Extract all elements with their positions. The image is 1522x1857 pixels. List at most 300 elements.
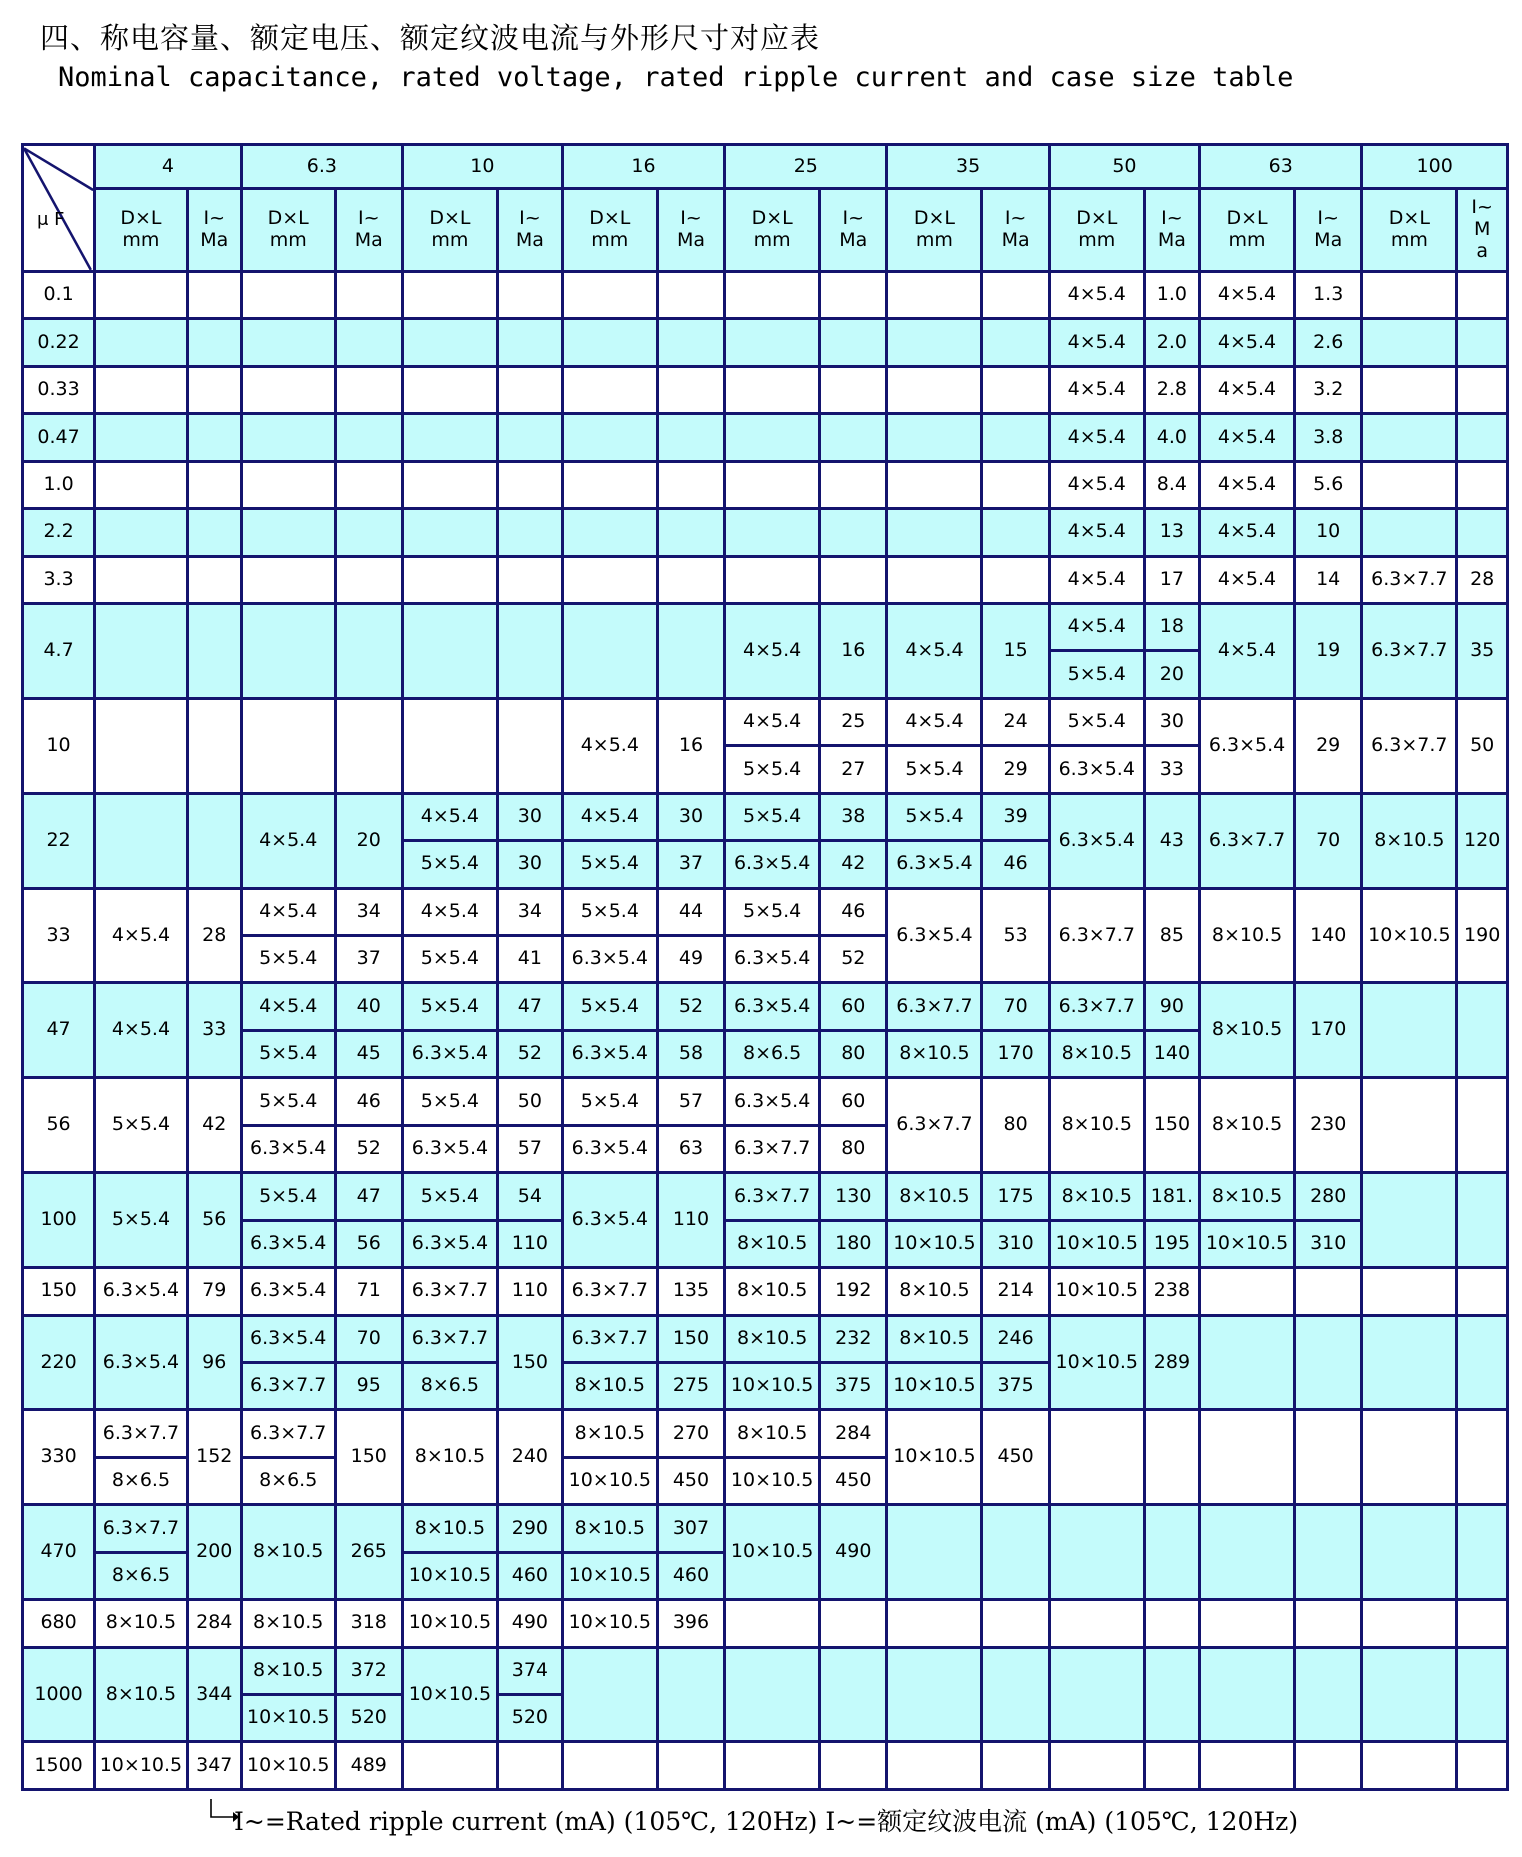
empty-cell — [1144, 1647, 1199, 1742]
ripple-current-cell: 3.2 — [1295, 366, 1362, 413]
empty-cell — [562, 1647, 657, 1742]
empty-cell — [1144, 1600, 1199, 1647]
empty-cell — [241, 414, 335, 461]
empty-cell — [1457, 1173, 1508, 1268]
case-size-cell: 8×10.5 — [562, 1505, 657, 1552]
empty-cell — [1362, 1268, 1457, 1315]
ripple-current-cell: 56 — [187, 1173, 241, 1268]
ripple-current-cell: 44 — [657, 888, 724, 935]
page-title-english: Nominal capacitance, rated voltage, rated ripple current and case size table — [58, 62, 1294, 93]
case-size-cell: 8×10.5 — [95, 1600, 188, 1647]
case-size-cell: 4×5.4 — [562, 793, 657, 840]
empty-cell — [820, 461, 887, 508]
empty-cell — [1457, 461, 1508, 508]
case-size-cell: 8×10.5 — [562, 1410, 657, 1457]
empty-cell — [820, 509, 887, 556]
empty-cell — [887, 1600, 982, 1647]
case-size-cell: 10×10.5 — [1200, 1220, 1295, 1267]
case-size-cell: 6.3×7.7 — [887, 1078, 982, 1173]
empty-cell — [1457, 1078, 1508, 1173]
case-size-cell: 6.3×5.4 — [725, 936, 820, 983]
capacitance-cell: 1000 — [23, 1647, 95, 1742]
case-size-cell: 4×5.4 — [725, 698, 820, 745]
ripple-current-cell: 70 — [335, 1315, 402, 1362]
ripple-subheader: I~ Ma — [1144, 188, 1199, 271]
ripple-current-cell: 110 — [657, 1173, 724, 1268]
case-size-cell: 10×10.5 — [562, 1600, 657, 1647]
case-size-cell: 5×5.4 — [241, 1173, 335, 1220]
empty-cell — [657, 556, 724, 603]
ripple-current-cell: 214 — [982, 1268, 1049, 1315]
empty-cell — [402, 366, 497, 413]
voltage-header-63: 63 — [1200, 145, 1362, 189]
ripple-current-cell: 10 — [1295, 509, 1362, 556]
size-subheader: D×L mm — [1049, 188, 1144, 271]
empty-cell — [887, 271, 982, 318]
empty-cell — [335, 698, 402, 793]
empty-cell — [982, 319, 1049, 366]
case-size-cell: 8×10.5 — [1200, 1078, 1295, 1173]
case-size-cell: 5×5.4 — [562, 1078, 657, 1125]
capacitance-cell: 100 — [23, 1173, 95, 1268]
ripple-current-cell: 28 — [1457, 556, 1508, 603]
ripple-current-cell: 35 — [1457, 603, 1508, 698]
size-subheader: D×L mm — [402, 188, 497, 271]
empty-cell — [95, 366, 188, 413]
ripple-current-cell: 195 — [1144, 1220, 1199, 1267]
case-size-cell: 4×5.4 — [887, 603, 982, 698]
case-size-cell: 6.3×7.7 — [562, 1268, 657, 1315]
case-size-cell: 5×5.4 — [887, 793, 982, 840]
ripple-current-cell: 110 — [497, 1220, 562, 1267]
corner-header-cell — [23, 145, 95, 272]
ripple-current-cell: 19 — [1295, 603, 1362, 698]
case-size-cell: 5×5.4 — [95, 1078, 188, 1173]
ripple-current-cell: 80 — [820, 1125, 887, 1172]
case-size-cell: 5×5.4 — [562, 983, 657, 1030]
ripple-current-cell: 13 — [1144, 509, 1199, 556]
case-size-cell: 4×5.4 — [1200, 319, 1295, 366]
ripple-current-cell: 284 — [187, 1600, 241, 1647]
footnote-text: I~=Rated ripple current (mA) (105℃, 120Hz) I~=额定纹波电流 (mA) (105℃, 120Hz) — [234, 1807, 1299, 1836]
empty-cell — [1362, 366, 1457, 413]
empty-cell — [982, 1600, 1049, 1647]
empty-cell — [1457, 983, 1508, 1078]
case-size-cell: 10×10.5 — [1049, 1220, 1144, 1267]
ripple-current-cell: 42 — [820, 841, 887, 888]
empty-cell — [887, 461, 982, 508]
ripple-current-cell: 29 — [982, 746, 1049, 793]
ripple-current-cell: 490 — [820, 1505, 887, 1600]
case-size-cell: 8×10.5 — [1200, 888, 1295, 983]
empty-cell — [1457, 1505, 1508, 1600]
ripple-current-cell: 37 — [657, 841, 724, 888]
voltage-header-100: 100 — [1362, 145, 1508, 189]
capacitance-cell: 3.3 — [23, 556, 95, 603]
case-size-cell: 5×5.4 — [402, 1173, 497, 1220]
ripple-current-cell: 34 — [497, 888, 562, 935]
case-size-cell: 6.3×5.4 — [241, 1315, 335, 1362]
ripple-current-cell: 90 — [1144, 983, 1199, 1030]
empty-cell — [402, 414, 497, 461]
size-subheader: D×L mm — [241, 188, 335, 271]
case-size-cell: 6.3×5.4 — [402, 1030, 497, 1077]
ripple-current-cell: 8.4 — [1144, 461, 1199, 508]
empty-cell — [402, 1742, 497, 1790]
ripple-current-cell: 28 — [187, 888, 241, 983]
empty-cell — [1200, 1600, 1295, 1647]
empty-cell — [982, 414, 1049, 461]
ripple-current-cell: 56 — [335, 1220, 402, 1267]
case-size-cell: 4×5.4 — [725, 603, 820, 698]
case-size-cell: 8×10.5 — [1049, 1078, 1144, 1173]
empty-cell — [562, 319, 657, 366]
empty-cell — [497, 556, 562, 603]
case-size-cell: 4×5.4 — [241, 888, 335, 935]
capacitance-cell: 680 — [23, 1600, 95, 1647]
ripple-current-cell: 80 — [820, 1030, 887, 1077]
empty-cell — [187, 414, 241, 461]
case-size-cell: 4×5.4 — [1049, 509, 1144, 556]
empty-cell — [1457, 1268, 1508, 1315]
empty-cell — [657, 414, 724, 461]
case-size-cell: 6.3×7.7 — [402, 1315, 497, 1362]
ripple-current-cell: 240 — [497, 1410, 562, 1505]
case-size-cell: 8×6.5 — [95, 1457, 188, 1504]
ripple-current-cell: 30 — [657, 793, 724, 840]
ripple-current-cell: 63 — [657, 1125, 724, 1172]
ripple-current-cell: 71 — [335, 1268, 402, 1315]
empty-cell — [187, 319, 241, 366]
empty-cell — [562, 1742, 657, 1790]
empty-cell — [1362, 509, 1457, 556]
ripple-current-cell: 375 — [820, 1362, 887, 1409]
ripple-current-cell: 170 — [982, 1030, 1049, 1077]
ripple-current-cell: 47 — [335, 1173, 402, 1220]
ripple-current-cell: 46 — [982, 841, 1049, 888]
ripple-current-cell: 200 — [187, 1505, 241, 1600]
empty-cell — [1362, 414, 1457, 461]
ripple-current-cell: 230 — [1295, 1078, 1362, 1173]
ripple-current-cell: 460 — [497, 1552, 562, 1599]
empty-cell — [95, 414, 188, 461]
empty-cell — [887, 509, 982, 556]
empty-cell — [820, 1647, 887, 1742]
case-size-cell: 10×10.5 — [1049, 1268, 1144, 1315]
ripple-current-cell: 2.0 — [1144, 319, 1199, 366]
empty-cell — [497, 461, 562, 508]
ripple-current-cell: 46 — [335, 1078, 402, 1125]
empty-cell — [1362, 1647, 1457, 1742]
case-size-cell: 5×5.4 — [725, 746, 820, 793]
capacitance-cell: 0.33 — [23, 366, 95, 413]
case-size-cell: 6.3×7.7 — [725, 1173, 820, 1220]
ripple-current-cell: 53 — [982, 888, 1049, 983]
case-size-cell: 10×10.5 — [725, 1362, 820, 1409]
case-size-cell: 4×5.4 — [241, 983, 335, 1030]
ripple-current-cell: 5.6 — [1295, 461, 1362, 508]
empty-cell — [1049, 1505, 1144, 1600]
empty-cell — [497, 366, 562, 413]
ripple-current-cell: 375 — [982, 1362, 1049, 1409]
empty-cell — [335, 461, 402, 508]
ripple-current-cell: 265 — [335, 1505, 402, 1600]
empty-cell — [982, 1505, 1049, 1600]
ripple-current-cell: 85 — [1144, 888, 1199, 983]
voltage-header-50: 50 — [1049, 145, 1199, 189]
case-size-cell: 6.3×5.4 — [1200, 698, 1295, 793]
case-size-cell: 4×5.4 — [1049, 414, 1144, 461]
ripple-current-cell: 520 — [335, 1695, 402, 1742]
case-size-cell: 8×10.5 — [1049, 1030, 1144, 1077]
case-size-cell: 5×5.4 — [402, 1078, 497, 1125]
voltage-header-6.3: 6.3 — [241, 145, 402, 189]
empty-cell — [1457, 414, 1508, 461]
empty-cell — [820, 1600, 887, 1647]
case-size-cell: 10×10.5 — [1049, 1315, 1144, 1410]
ripple-subheader: I~ Ma — [657, 188, 724, 271]
capacitance-cell: 33 — [23, 888, 95, 983]
ripple-subheader: I~ Ma — [187, 188, 241, 271]
empty-cell — [402, 461, 497, 508]
ripple-current-cell: 450 — [982, 1410, 1049, 1505]
empty-cell — [887, 1742, 982, 1790]
case-size-cell: 4×5.4 — [1200, 603, 1295, 698]
ripple-current-cell: 54 — [497, 1173, 562, 1220]
empty-cell — [562, 509, 657, 556]
case-size-cell: 8×10.5 — [1200, 1173, 1295, 1220]
ripple-current-cell: 450 — [820, 1457, 887, 1504]
ripple-current-cell: 20 — [335, 793, 402, 888]
ripple-current-cell: 34 — [335, 888, 402, 935]
case-size-cell: 6.3×5.4 — [562, 1125, 657, 1172]
case-size-cell: 8×10.5 — [1049, 1173, 1144, 1220]
empty-cell — [497, 414, 562, 461]
ripple-current-cell: 70 — [1295, 793, 1362, 888]
empty-cell — [725, 414, 820, 461]
empty-cell — [1362, 1173, 1457, 1268]
empty-cell — [335, 271, 402, 318]
size-subheader: D×L mm — [887, 188, 982, 271]
empty-cell — [657, 319, 724, 366]
empty-cell — [1457, 271, 1508, 318]
case-size-cell: 6.3×7.7 — [1362, 556, 1457, 603]
empty-cell — [187, 556, 241, 603]
empty-cell — [1295, 1600, 1362, 1647]
case-size-cell: 8×10.5 — [241, 1600, 335, 1647]
empty-cell — [497, 271, 562, 318]
ripple-current-cell: 50 — [1457, 698, 1508, 793]
empty-cell — [241, 319, 335, 366]
case-size-cell: 6.3×5.4 — [562, 936, 657, 983]
case-size-cell: 6.3×5.4 — [887, 888, 982, 983]
case-size-cell: 6.3×5.4 — [241, 1125, 335, 1172]
case-size-cell: 5×5.4 — [241, 1030, 335, 1077]
ripple-subheader: I~ M a — [1457, 188, 1508, 271]
case-size-cell: 4×5.4 — [562, 698, 657, 793]
capacitance-unit-label: μ F — [37, 209, 65, 230]
case-size-cell: 6.3×7.7 — [1049, 983, 1144, 1030]
ripple-current-cell: 135 — [657, 1268, 724, 1315]
empty-cell — [1200, 1505, 1295, 1600]
empty-cell — [1362, 461, 1457, 508]
empty-cell — [1049, 1600, 1144, 1647]
case-size-cell: 8×10.5 — [562, 1362, 657, 1409]
ripple-subheader: I~ Ma — [1295, 188, 1362, 271]
capacitance-cell: 4.7 — [23, 603, 95, 698]
empty-cell — [1362, 1078, 1457, 1173]
case-size-cell: 4×5.4 — [95, 888, 188, 983]
case-size-cell: 4×5.4 — [1049, 366, 1144, 413]
empty-cell — [657, 271, 724, 318]
capacitance-cell: 10 — [23, 698, 95, 793]
capacitance-cell: 0.47 — [23, 414, 95, 461]
empty-cell — [725, 1742, 820, 1790]
case-size-cell: 10×10.5 — [1362, 888, 1457, 983]
empty-cell — [241, 271, 335, 318]
empty-cell — [187, 271, 241, 318]
case-size-cell: 10×10.5 — [402, 1647, 497, 1742]
empty-cell — [982, 366, 1049, 413]
empty-cell — [820, 1742, 887, 1790]
empty-cell — [241, 509, 335, 556]
case-size-cell: 6.3×7.7 — [95, 1410, 188, 1457]
ripple-current-cell: 33 — [187, 983, 241, 1078]
ripple-subheader: I~ Ma — [497, 188, 562, 271]
empty-cell — [1457, 509, 1508, 556]
capacitance-cell: 1500 — [23, 1742, 95, 1790]
empty-cell — [725, 366, 820, 413]
ripple-current-cell: 79 — [187, 1268, 241, 1315]
ripple-current-cell: 2.8 — [1144, 366, 1199, 413]
empty-cell — [241, 556, 335, 603]
ripple-current-cell: 520 — [497, 1695, 562, 1742]
ripple-current-cell: 3.8 — [1295, 414, 1362, 461]
case-size-cell: 6.3×7.7 — [887, 983, 982, 1030]
ripple-current-cell: 80 — [982, 1078, 1049, 1173]
empty-cell — [95, 509, 188, 556]
case-size-cell: 6.3×5.4 — [95, 1315, 188, 1410]
size-subheader: D×L mm — [725, 188, 820, 271]
empty-cell — [1295, 1268, 1362, 1315]
empty-cell — [1457, 1315, 1508, 1410]
empty-cell — [1362, 319, 1457, 366]
case-size-cell: 8×6.5 — [95, 1552, 188, 1599]
empty-cell — [95, 461, 188, 508]
ripple-current-cell: 192 — [820, 1268, 887, 1315]
ripple-current-cell: 1.0 — [1144, 271, 1199, 318]
ripple-current-cell: 4.0 — [1144, 414, 1199, 461]
empty-cell — [982, 271, 1049, 318]
ripple-current-cell: 1.3 — [1295, 271, 1362, 318]
case-size-cell: 6.3×5.4 — [725, 841, 820, 888]
empty-cell — [820, 556, 887, 603]
ripple-current-cell: 310 — [1295, 1220, 1362, 1267]
empty-cell — [1295, 1315, 1362, 1410]
ripple-current-cell: 95 — [335, 1362, 402, 1409]
ripple-current-cell: 140 — [1144, 1030, 1199, 1077]
case-size-cell: 8×10.5 — [402, 1505, 497, 1552]
case-size-cell: 4×5.4 — [1049, 461, 1144, 508]
case-size-cell: 6.3×7.7 — [402, 1268, 497, 1315]
empty-cell — [725, 556, 820, 603]
ripple-current-cell: 33 — [1144, 746, 1199, 793]
ripple-current-cell: 347 — [187, 1742, 241, 1790]
empty-cell — [725, 461, 820, 508]
empty-cell — [241, 461, 335, 508]
ripple-current-cell: 43 — [1144, 793, 1199, 888]
empty-cell — [95, 319, 188, 366]
case-size-cell: 5×5.4 — [1049, 698, 1144, 745]
empty-cell — [1049, 1647, 1144, 1742]
empty-cell — [1457, 1647, 1508, 1742]
empty-cell — [725, 509, 820, 556]
ripple-current-cell: 30 — [1144, 698, 1199, 745]
case-size-cell: 5×5.4 — [562, 888, 657, 935]
ripple-current-cell: 110 — [497, 1268, 562, 1315]
case-size-cell: 4×5.4 — [1049, 603, 1144, 650]
case-size-cell: 8×6.5 — [725, 1030, 820, 1077]
empty-cell — [1457, 1410, 1508, 1505]
case-size-cell: 5×5.4 — [725, 793, 820, 840]
case-size-cell: 5×5.4 — [1049, 651, 1144, 698]
empty-cell — [402, 319, 497, 366]
ripple-current-cell: 150 — [657, 1315, 724, 1362]
empty-cell — [562, 366, 657, 413]
case-size-cell: 8×10.5 — [887, 1030, 982, 1077]
case-size-cell: 4×5.4 — [1200, 271, 1295, 318]
ripple-current-cell: 16 — [657, 698, 724, 793]
size-subheader: D×L mm — [562, 188, 657, 271]
case-size-cell: 6.3×5.4 — [1049, 793, 1144, 888]
empty-cell — [335, 509, 402, 556]
empty-cell — [95, 698, 188, 793]
case-size-cell: 4×5.4 — [1049, 271, 1144, 318]
case-size-cell: 5×5.4 — [95, 1173, 188, 1268]
ripple-current-cell: 270 — [657, 1410, 724, 1457]
capacitance-cell: 47 — [23, 983, 95, 1078]
empty-cell — [657, 509, 724, 556]
case-size-cell: 8×10.5 — [241, 1505, 335, 1600]
empty-cell — [241, 698, 335, 793]
empty-cell — [497, 319, 562, 366]
ripple-current-cell: 60 — [820, 1078, 887, 1125]
empty-cell — [820, 414, 887, 461]
case-size-cell: 8×10.5 — [402, 1410, 497, 1505]
case-size-cell: 10×10.5 — [402, 1600, 497, 1647]
case-size-cell: 8×10.5 — [725, 1410, 820, 1457]
empty-cell — [1362, 1505, 1457, 1600]
capacitance-cell: 2.2 — [23, 509, 95, 556]
case-size-cell: 8×10.5 — [887, 1315, 982, 1362]
empty-cell — [497, 698, 562, 793]
case-size-cell: 4×5.4 — [1049, 319, 1144, 366]
voltage-header-4: 4 — [95, 145, 242, 189]
empty-cell — [820, 271, 887, 318]
case-size-cell: 4×5.4 — [241, 793, 335, 888]
empty-cell — [187, 698, 241, 793]
empty-cell — [1457, 319, 1508, 366]
empty-cell — [335, 603, 402, 698]
ripple-current-cell: 17 — [1144, 556, 1199, 603]
empty-cell — [241, 603, 335, 698]
ripple-current-cell: 15 — [982, 603, 1049, 698]
empty-cell — [402, 556, 497, 603]
empty-cell — [887, 414, 982, 461]
empty-cell — [187, 509, 241, 556]
ripple-current-cell: 18 — [1144, 603, 1199, 650]
case-size-cell: 5×5.4 — [402, 936, 497, 983]
